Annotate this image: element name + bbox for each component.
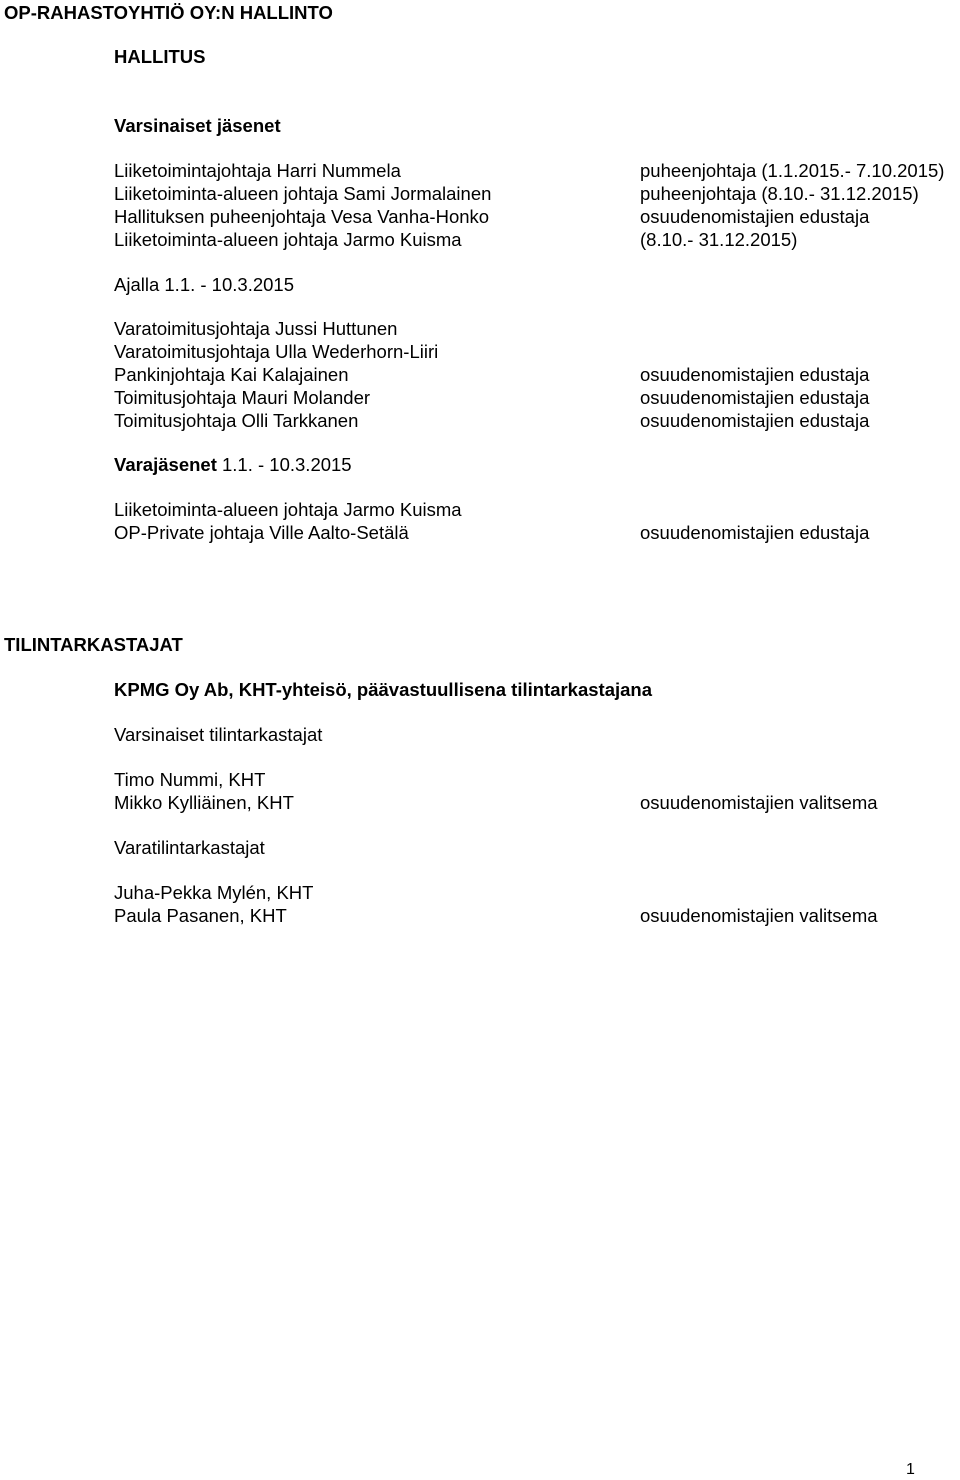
audit-firm: KPMG Oy Ab, KHT-yhteisö, päävastuullisena tilintarkastajana xyxy=(114,679,653,700)
auditor-role: osuudenomistajien valitsema xyxy=(640,905,878,926)
auditor-name: Timo Nummi, KHT xyxy=(114,769,266,790)
member-name: Liiketoiminta-alueen johtaja Jarmo Kuisma xyxy=(114,499,462,520)
auditor-name: Mikko Kylliäinen, KHT xyxy=(114,792,294,813)
auditor-name: Paula Pasanen, KHT xyxy=(114,905,287,926)
page-title: OP-RAHASTOYHTIÖ OY:N HALLINTO xyxy=(4,2,333,23)
deputies-heading-label: Varajäsenet xyxy=(114,454,217,475)
member-name: Hallituksen puheenjohtaja Vesa Vanha-Honko xyxy=(114,206,490,227)
period-heading: Ajalla 1.1. - 10.3.2015 xyxy=(114,274,294,295)
member-role: osuudenomistajien edustaja xyxy=(640,364,870,385)
auditor-role: osuudenomistajien valitsema xyxy=(640,792,878,813)
deputy-auditors-heading: Varatilintarkastajat xyxy=(114,837,265,858)
auditor-name: Juha-Pekka Mylén, KHT xyxy=(114,882,314,903)
member-name: OP-Private johtaja Ville Aalto-Setälä xyxy=(114,522,409,543)
regular-auditors-heading: Varsinaiset tilintarkastajat xyxy=(114,724,323,745)
member-role: puheenjohtaja (8.10.- 31.12.2015) xyxy=(640,183,919,204)
deputies-heading xyxy=(114,456,352,475)
member-role: osuudenomistajien edustaja xyxy=(640,522,870,543)
member-name: Pankinjohtaja Kai Kalajainen xyxy=(114,364,349,385)
board-heading: HALLITUS xyxy=(114,46,206,67)
member-name: Varatoimitusjohtaja Jussi Huttunen xyxy=(114,318,398,339)
deputies-heading-period: 1.1. - 10.3.2015 xyxy=(216,454,352,475)
member-name: Toimitusjohtaja Mauri Molander xyxy=(114,387,371,408)
member-name: Liiketoiminta-alueen johtaja Jarmo Kuisma xyxy=(114,229,462,250)
member-role: osuudenomistajien edustaja xyxy=(640,387,870,408)
member-name: Liiketoiminta-alueen johtaja Sami Jormalainen xyxy=(114,183,492,204)
auditors-heading: TILINTARKASTAJAT xyxy=(4,634,183,655)
page-number: 1 xyxy=(906,1461,915,1478)
member-name: Toimitusjohtaja Olli Tarkkanen xyxy=(114,410,359,431)
member-role: puheenjohtaja (1.1.2015.- 7.10.2015) xyxy=(640,160,945,181)
member-role: (8.10.- 31.12.2015) xyxy=(640,229,798,250)
member-role: osuudenomistajien edustaja xyxy=(640,410,870,431)
member-name: Liiketoimintajohtaja Harri Nummela xyxy=(114,160,401,181)
member-role: osuudenomistajien edustaja xyxy=(640,206,870,227)
member-name: Varatoimitusjohtaja Ulla Wederhorn-Liiri xyxy=(114,341,439,362)
regular-members-heading: Varsinaiset jäsenet xyxy=(114,115,281,136)
